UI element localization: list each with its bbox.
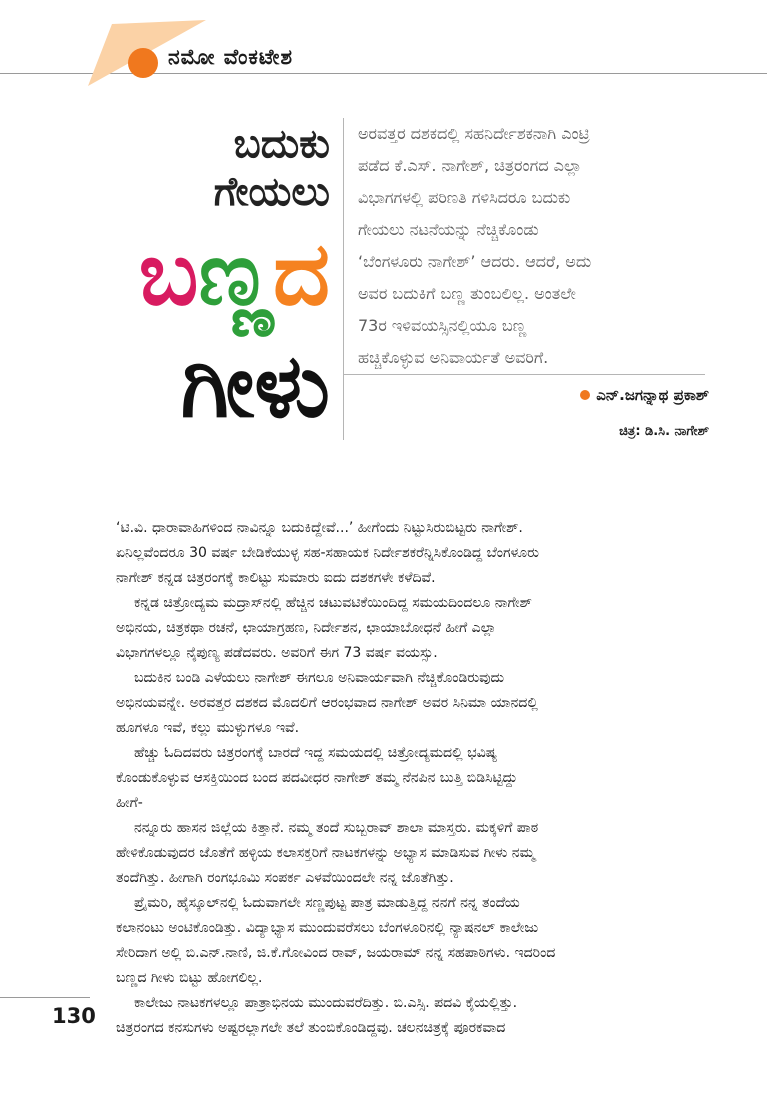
title-colored-part-3: ದ — [273, 222, 330, 325]
article-title — [139, 120, 330, 442]
title-line-2: ಗೇಯಲು — [213, 169, 330, 215]
standfirst-line: 73ರ ಇಳಿವಯಸ್ಸಿನಲ್ಲಿಯೂ ಬಣ್ಣ — [358, 316, 527, 335]
page-number: 130 — [52, 1004, 96, 1028]
body-line: ವಿಭಾಗಗಳಲ್ಲೂ ನೈಪುಣ್ಯ ಪಡೆದವರು. ಅವರಿಗೆ ಈಗ 73 ವರ್ಷ ವಯಸ್ಸು. — [116, 645, 438, 661]
standfirst-divider-horizontal — [343, 374, 705, 375]
body-line: ಬಣ್ಣದ ಗೀಳು ಬಿಟ್ಟು ಹೋಗಲಿಲ್ಲ. — [116, 970, 263, 986]
body-line: ಚಿತ್ರರಂಗದ ಕನಸುಗಳು ಅಷ್ಟರಲ್ಲಾಗಲೇ ತಲೆ ತುಂಬಿಕೊಂಡಿದ್ದವು. ಚಲನಚಿತ್ರಕ್ಕೆ ಪೂರಕವಾದ — [116, 1020, 506, 1036]
title-line-1: ಬದುಕು — [233, 121, 330, 167]
body-line: ಪ್ರೈಮರಿ, ಹೈಸ್ಕೂಲ್‌ನಲ್ಲಿ ಓದುವಾಗಲೇ ಸಣ್ಣಪುಟ್ಟ ಪಾತ್ರ ಮಾಡುತ್ತಿದ್ದ ನನಗೆ ನನ್ನ ತಂದೆಯ — [134, 895, 520, 911]
title-line-4: ಗೀಳು — [180, 334, 330, 437]
body-line: ಹೇಳಿಕೊಡುವುದರ ಜೊತೆಗೆ ಹಳ್ಳಿಯ ಕಲಾಸಕ್ತರಿಗೆ ನಾಟಕಗಳನ್ನು ಅಭ್ಯಾಸ ಮಾಡಿಸುವ ಗೀಳು ನಮ್ಮ — [116, 845, 535, 861]
byline-bullet-icon — [580, 390, 590, 400]
footer-rule — [0, 997, 90, 998]
standfirst-line: ವಿಭಾಗಗಳಲ್ಲಿ ಪರಿಣತಿ ಗಳಿಸಿದರೂ ಬದುಕು — [358, 188, 571, 207]
body-line: ‘ಟಿ.ವಿ. ಧಾರಾವಾಹಿಗಳಿಂದ ನಾವಿನ್ನೂ ಬದುಕಿದ್ದೇವೆ...’ ಹೀಗೆಂದು ನಿಟ್ಟುಸಿರುಬಿಟ್ಟರು ನಾಗೇಶ್. — [116, 520, 523, 536]
body-line: ನನ್ನೂರು ಹಾಸನ ಜಿಲ್ಲೆಯ ಕಿತ್ತಾನೆ. ನಮ್ಮ ತಂದೆ ಸುಬ್ಬರಾವ್ ಶಾಲಾ ಮಾಸ್ತರು. ಮಕ್ಕಳಿಗೆ ಪಾಠ — [134, 820, 539, 836]
standfirst-line: ‘ಬೆಂಗಳೂರು ನಾಗೇಶ್’ ಆದರು. ಆದರೆ, ಅದು — [358, 252, 592, 271]
standfirst-line: ಪಡೆದ ಕೆ.ಎಸ್. ನಾಗೇಶ್, ಚಿತ್ರರಂಗದ ಎಲ್ಲಾ — [358, 156, 582, 175]
standfirst-line: ಹಚ್ಚಿಕೊಳ್ಳುವ ಅನಿವಾರ್ಯತೆ ಅವರಿಗೆ. — [358, 348, 549, 367]
title-colored-part-1: ಬ — [138, 222, 199, 325]
photo-credit: ಚಿತ್ರ: ಡಿ.ಸಿ. ನಾಗೇಶ್ — [619, 424, 709, 439]
body-line: ಕನ್ನಡ ಚಿತ್ರೋದ್ಯಮ ಮದ್ರಾಸ್‌ನಲ್ಲಿ ಹೆಚ್ಚಿನ ಚಟುವಟಿಕೆಯಿಂದಿದ್ದ ಸಮಯದಿಂದಲೂ ನಾಗೇಶ್ — [134, 595, 532, 611]
article-body — [116, 516, 706, 1041]
standfirst-line: ಅರವತ್ತರ ದಶಕದಲ್ಲಿ ಸಹನಿರ್ದೇಶಕನಾಗಿ ಎಂಟ್ರಿ — [358, 124, 590, 143]
body-line: ನಾಗೇಶ್ ಕನ್ನಡ ಚಿತ್ರರಂಗಕ್ಕೆ ಕಾಲಿಟ್ಟು ಸುಮಾರು ಐದು ದಶಕಗಳೇ ಕಳೆದಿವೆ. — [116, 570, 436, 586]
body-line: ಏನಿಲ್ಲವೆಂದರೂ 30 ವರ್ಷ ಬೇಡಿಕೆಯುಳ್ಳ ಸಹ-ಸಹಾಯಕ ನಿರ್ದೇಶಕರೆನ್ನಿಸಿಕೊಂಡಿದ್ದ ಬೆಂಗಳೂರು — [116, 545, 539, 561]
section-label: ನಮೋ ವೆಂಕಟೇಶ — [168, 45, 293, 69]
standfirst-line: ಅವರ ಬದುಕಿಗೆ ಬಣ್ಣ ತುಂಬಲಿಲ್ಲ. ಅಂತಲೇ — [358, 284, 576, 303]
body-line: ಕಾಲೇಜು ನಾಟಕಗಳಲ್ಲೂ ಪಾತ್ರಾಭಿನಯ ಮುಂದುವರೆದಿತ್ತು. ಬಿ.ಎಸ್ಸಿ. ಪದವಿ ಕೈಯಲ್ಲಿತ್ತು. — [134, 995, 518, 1011]
body-line: ಹೀಗೆ- — [116, 795, 143, 811]
body-line: ತಂದೆಗಿತ್ತು. ಹೀಗಾಗಿ ರಂಗಭೂಮಿ ಸಂಪರ್ಕ ಎಳವೆಯಿಂದಲೇ ನನ್ನ ಜೊತೆಗಿತ್ತು. — [116, 870, 454, 886]
author-name: ಎನ್.ಜಗನ್ನಾಥ ಪ್ರಕಾಶ್ — [596, 386, 709, 404]
body-line: ಕೊಂಡುಕೊಳ್ಳುವ ಆಸಕ್ತಿಯಿಂದ ಬಂದ ಪದವೀಧರ ನಾಗೇಶ್ ತಮ್ಮ ನೆನಪಿನ ಬುತ್ತಿ ಬಿಡಿಸಿಟ್ಟಿದ್ದು — [116, 770, 518, 786]
standfirst — [358, 118, 698, 374]
standfirst-line: ಗೇಯಲು ನಟನೆಯನ್ನು ನೆಚ್ಚಿಕೊಂಡು — [358, 220, 539, 239]
title-colored-part-2: ಣ್ಣ — [198, 222, 274, 325]
byline — [580, 386, 709, 404]
body-line: ಹೆಚ್ಚು ಓದಿದವರು ಚಿತ್ರರಂಗಕ್ಕೆ ಬಾರದೆ ಇದ್ದ ಸಮಯದಲ್ಲಿ ಚಿತ್ರೋದ್ಯಮದಲ್ಲಿ ಭವಿಷ್ಯ — [134, 745, 498, 761]
title-line-3 — [139, 218, 330, 330]
body-line: ಬದುಕಿನ ಬಂಡಿ ಎಳೆಯಲು ನಾಗೇಶ್ ಈಗಲೂ ಅನಿವಾರ್ಯವಾಗಿ ನೆಚ್ಚಿಕೊಂಡಿರುವುದು — [134, 670, 505, 686]
standfirst-divider-vertical — [343, 118, 344, 440]
body-line: ಅಭಿನಯವನ್ನೇ. ಅರವತ್ತರ ದಶಕದ ಮೊದಲಿಗೆ ಆರಂಭವಾದ ನಾಗೇಶ್ ಅವರ ಸಿನಿಮಾ ಯಾನದಲ್ಲಿ — [116, 695, 538, 711]
body-line: ಅಭಿನಯ, ಚಿತ್ರಕಥಾ ರಚನೆ, ಛಾಯಾಗ್ರಹಣ, ನಿರ್ದೇಶನ, ಛಾಯಾಬೋಧನೆ ಹೀಗೆ ಎಲ್ಲಾ — [116, 620, 497, 636]
section-marker-dot — [128, 48, 158, 78]
body-line: ಸೇರಿದಾಗ ಅಲ್ಲಿ ಬಿ.ಎನ್.ನಾಣಿ, ಜಿ.ಕೆ.ಗೋವಿಂದ ರಾವ್, ಜಯರಾಮ್ ನನ್ನ ಸಹಪಾಠಿಗಳು. ಇದರಿಂದ — [116, 945, 556, 961]
body-line: ಕಲಾನಂಟು ಅಂಟಿಕೊಂಡಿತ್ತು. ವಿದ್ಯಾಭ್ಯಾಸ ಮುಂದುವರೆಸಲು ಬೆಂಗಳೂರಿನಲ್ಲಿ ನ್ಯಾಷನಲ್ ಕಾಲೇಜು — [116, 920, 539, 936]
body-line: ಹೂಗಳೂ ಇವೆ, ಕಲ್ಲು ಮುಳ್ಳುಗಳೂ ಇವೆ. — [116, 720, 300, 736]
